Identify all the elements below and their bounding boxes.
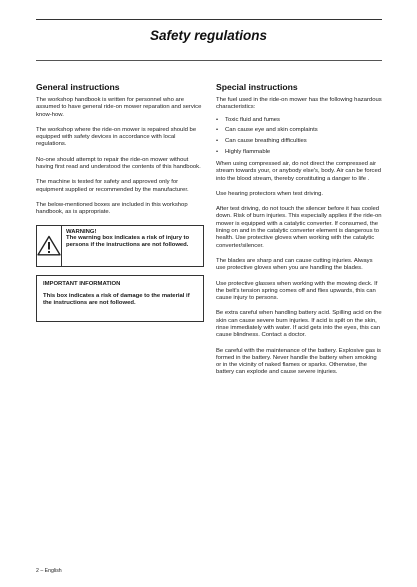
hazard-item: • Highly flammable	[216, 148, 271, 155]
top-rule	[36, 19, 382, 20]
special-intro: The fuel used in the ride-on mower has the following hazardous characteristics:	[216, 97, 382, 111]
warning-icon-cell	[37, 226, 62, 266]
warning-box	[36, 225, 204, 267]
general-paragraph-1: The workshop handbook is written for personnel who are assumed to have general ride-on mower reparation and service know-how.	[36, 97, 202, 118]
bullet-icon: •	[216, 127, 219, 134]
general-heading: General instructions	[36, 82, 120, 92]
important-information-box	[36, 275, 204, 322]
general-paragraph-5: The below-mentioned boxes are included in this workshop handbook, as is appropriate.	[36, 201, 188, 216]
special-heading: Special instructions	[216, 82, 298, 92]
silencer-paragraph: After test driving, do not touch the silencer before it has cooled down. Risk of burn injuries. This especially applies if the ride-on mower is equipped with a catalytic converter. If consumed, the lining on and in the catalytic converter element is dangerous to health. Use protective gloves when working with the catalytic converter/silencer.	[216, 206, 382, 249]
general-paragraph-4: The machine is tested for safety and approved only for equipment supplied or recommended by the manufacturer.	[36, 179, 189, 193]
hazard-item: • Can cause breathing difficulties	[216, 137, 307, 144]
hazard-list	[216, 117, 383, 156]
hearing-paragraph: Use hearing protectors when test driving.	[216, 190, 324, 197]
warning-text-block	[62, 226, 203, 266]
page-footer: 2 – English	[36, 568, 62, 574]
warning-text: The warning box indicates a risk of injury to persons if the instructions are not followed.	[66, 235, 190, 248]
info-text: This box indicates a risk of damage to the material if the instructions are not followed.	[43, 292, 190, 306]
general-paragraph-2: The workshop where the ride-on mower is repaired should be equipped with safety devices in accordance with local regulations.	[36, 126, 197, 148]
warning-title: WARNING!	[66, 228, 97, 235]
blades-paragraph: The blades are sharp and can cause cutting injuries. Always use protective gloves when you are handling the blades.	[216, 257, 373, 272]
general-instructions-section	[36, 82, 204, 322]
footer-language: English	[44, 568, 62, 574]
bullet-icon: •	[216, 148, 219, 155]
glasses-paragraph: Use protective glasses when working with the mowing deck. If the belt's tension spring comes off and flies upwards, this can cause injury to persons.	[216, 280, 378, 302]
hazard-item: • Toxic fluid and fumes	[216, 116, 281, 123]
title-rule	[36, 60, 382, 61]
general-paragraph-3: No-one should attempt to repair the ride-on mower without having first read and understood the contents of this handbook.	[36, 156, 201, 171]
bullet-icon: •	[216, 137, 219, 144]
hazard-item: • Can cause eye and skin complaints	[216, 127, 318, 134]
special-instructions-section	[216, 82, 383, 385]
battery-maintenance-paragraph: Be careful with the maintenance of the battery. Explosive gas is formed in the battery. Never handle the battery when smoking or in the vicinity of naked flames or sparks. Otherwise, the battery can explode and cause severe injuries.	[216, 347, 381, 376]
battery-acid-paragraph: Be extra careful when handling battery acid. Spilling acid on the skin can cause severe burn injuries. If acid is spilt on the skin, rinse immediately with water. If acid gets into the eyes, this can cause blindness. Contact a doctor.	[216, 310, 382, 339]
warning-triangle-icon	[37, 235, 61, 256]
compressed-air-paragraph: When using compressed air, do not direct the compressed air stream towards your, or anybody else's, body. Air can be forced into the blood stream, thereby constituting a danger to life .	[216, 160, 382, 182]
page-number: 2	[36, 568, 39, 574]
bullet-icon: •	[216, 116, 219, 123]
page-title: Safety regulations	[149, 28, 268, 43]
info-title: IMPORTANT INFORMATION	[43, 280, 121, 287]
